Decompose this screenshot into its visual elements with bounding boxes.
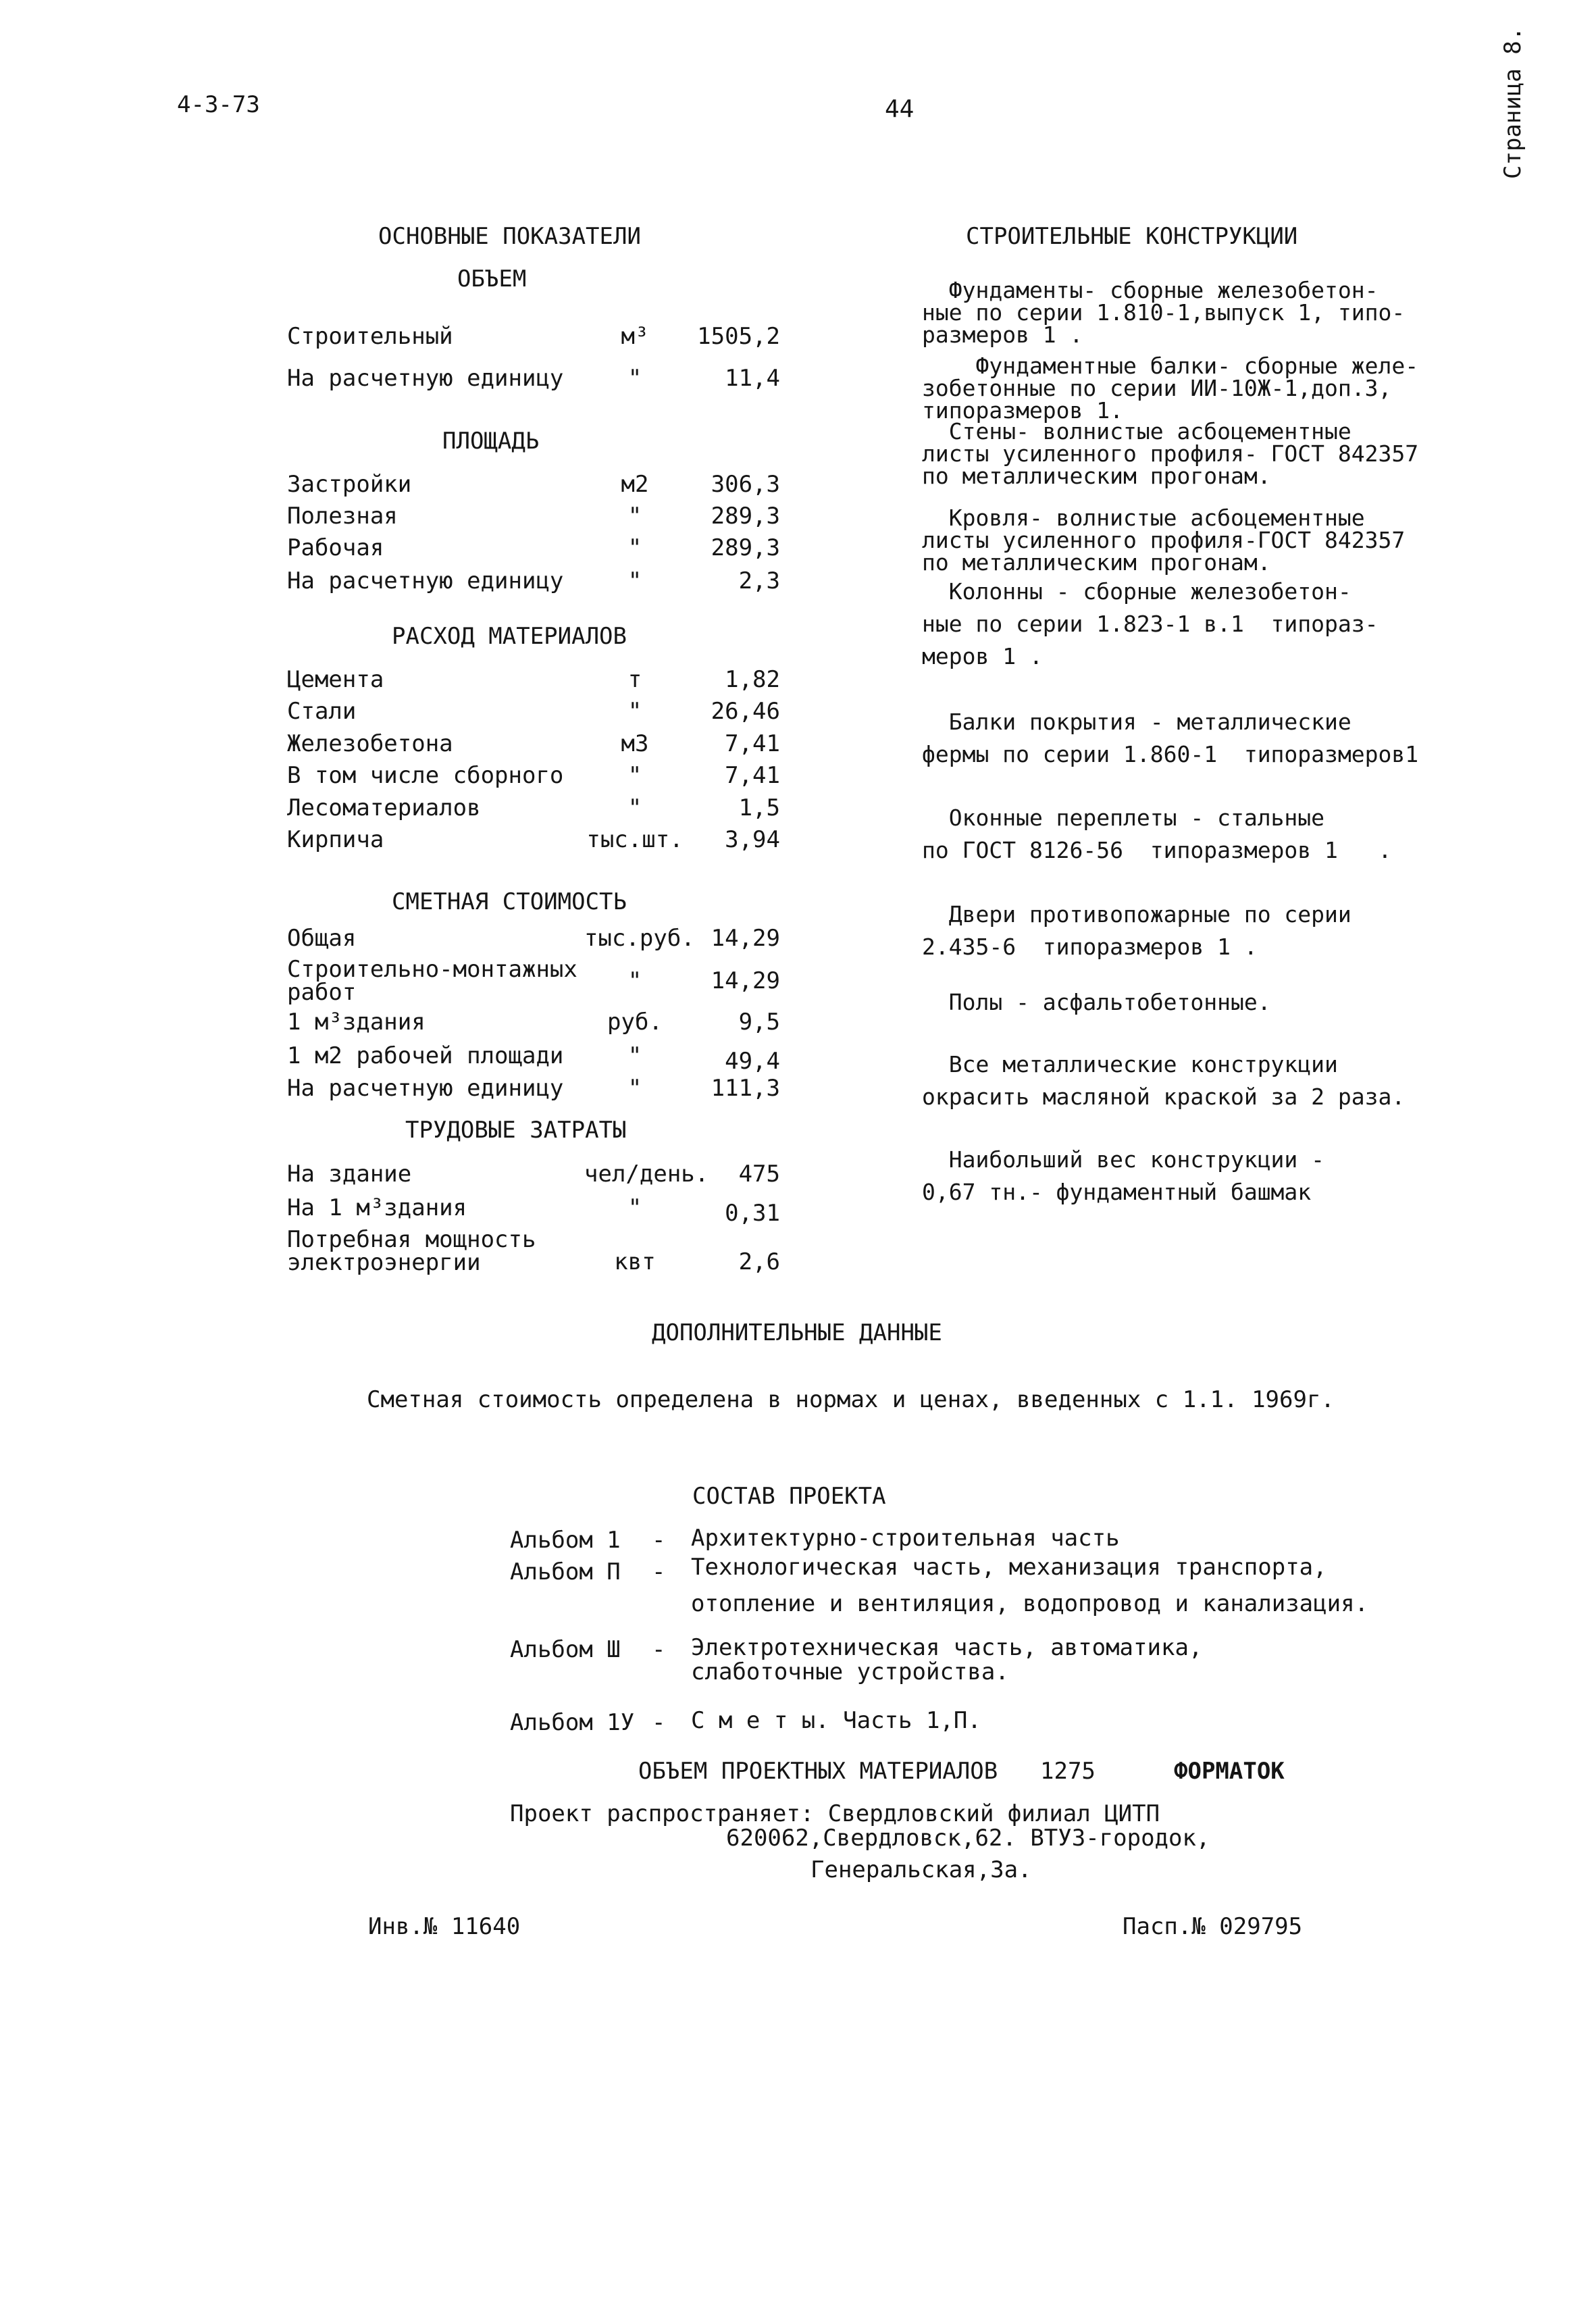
project-volume-value: 1275 — [1040, 1758, 1096, 1785]
indicator-label: Потребная мощность электроэнергии — [287, 1226, 536, 1276]
indicator-value: 475 — [738, 1161, 780, 1188]
indicator-row — [287, 958, 800, 1005]
columns-text: Колонны - сборные железобетон- ные по серии 1.823-1 в.1 типораз- меров 1 . — [922, 578, 1379, 669]
album-text: Архитектурно-строительная часть — [691, 1525, 1120, 1552]
roof-text: Кровля- волнистые асбоцементные листы усиленного профиля-ГОСТ 842357 по металлическим прогонам. — [922, 505, 1406, 576]
album-dash: - — [652, 1527, 666, 1554]
cost-title: СМЕТНАЯ СТОИМОСТЬ — [392, 888, 627, 915]
indicator-unit: " — [627, 698, 642, 725]
indicator-unit: " — [627, 967, 642, 994]
indicator-label: Рабочая — [287, 534, 384, 561]
indicator-unit: т — [627, 666, 642, 693]
indicator-label: На 1 м³здания — [287, 1194, 467, 1221]
indicator-unit: " — [627, 503, 642, 530]
indicator-value: 0,31 — [725, 1200, 780, 1227]
indicator-unit: " — [627, 365, 642, 392]
indicator-value: 306,3 — [711, 471, 780, 498]
indicator-unit: м³ — [621, 323, 649, 350]
indicator-label: Цемента — [287, 666, 384, 693]
indicator-value: 1505,2 — [697, 323, 780, 350]
album-label: Альбом 1У — [510, 1709, 635, 1736]
indicator-unit: " — [627, 567, 642, 594]
indicator-unit: " — [627, 534, 642, 561]
indicator-label: На расчетную единицу — [287, 567, 564, 594]
indicator-unit: тыс.шт. — [586, 826, 684, 853]
foundation-beams-text: Фундаментные балки- сборные желе- зобетонные по серии ИИ-10Ж-1,доп.3, типоразмеров 1. — [922, 353, 1419, 424]
album-text: Электротехническая часть, автоматика, слаботочные устройства. — [691, 1634, 1203, 1685]
indicator-row — [287, 323, 800, 353]
project-volume-label: ОБЪЕМ ПРОЕКТНЫХ МАТЕРИАЛОВ — [638, 1758, 998, 1785]
roof-beams-text: Балки покрытия - металлические фермы по серии 1.860-1 типоразмеров1 — [922, 709, 1419, 767]
indicator-unit: квт — [614, 1248, 656, 1275]
indicator-label: Строительный — [287, 323, 453, 350]
indicator-value: 14,29 — [711, 967, 780, 994]
constructions-title: СТРОИТЕЛЬНЫЕ КОНСТРУКЦИИ — [966, 223, 1298, 250]
indicator-label: Застройки — [287, 471, 412, 498]
indicator-value: 7,41 — [725, 730, 780, 757]
indicator-row — [287, 666, 800, 696]
indicator-row — [287, 534, 800, 564]
indicator-label: 1 м³здания — [287, 1009, 426, 1036]
distributor-line-1: Проект распространяет: Свердловский филиал ЦИТП — [510, 1800, 1160, 1827]
project-title: СОСТАВ ПРОЕКТА — [692, 1483, 886, 1510]
painting-text: Все металлические конструкции окрасить масляной краской за 2 раза. — [922, 1051, 1406, 1110]
main-indicators-title: ОСНОВНЫЕ ПОКАЗАТЕЛИ — [378, 223, 641, 250]
album-label: Альбом Ш — [510, 1636, 621, 1663]
max-weight-text: Наибольший вес конструкции - 0,67 тн.- фундаментный башмак — [922, 1146, 1325, 1205]
indicator-value: 289,3 — [711, 534, 780, 561]
additional-text: Сметная стоимость определена в нормах и ценах, введенных с 1.1. 1969г. — [367, 1386, 1335, 1413]
indicator-row — [287, 762, 800, 792]
album-dash: - — [652, 1636, 666, 1663]
indicator-label: Кирпича — [287, 826, 384, 853]
album-text: Технологическая часть, механизация транспорта, отопление и вентиляция, водопровод и канализация. — [691, 1554, 1369, 1618]
album-label: Альбом П — [510, 1558, 621, 1585]
indicator-row — [287, 471, 800, 501]
indicator-value: 7,41 — [725, 762, 780, 789]
doors-text: Двери противопожарные по серии 2.435-6 типоразмеров 1 . — [922, 901, 1352, 960]
document-code: 4-3-73 — [177, 91, 260, 118]
indicator-row — [287, 1194, 800, 1227]
labor-title: ТРУДОВЫЕ ЗАТРАТЫ — [405, 1117, 627, 1144]
indicator-label: На здание — [287, 1161, 412, 1188]
project-volume-unit: ФОРМАТОК — [1174, 1758, 1285, 1785]
indicator-value: 14,29 — [711, 925, 780, 952]
indicator-row — [287, 1161, 800, 1190]
indicator-row — [287, 1075, 800, 1104]
indicator-label: 1 м2 рабочей площади — [287, 1042, 564, 1069]
indicator-value: 49,4 — [725, 1048, 780, 1075]
indicator-unit: " — [627, 794, 642, 821]
indicator-row — [287, 925, 800, 955]
indicator-unit: тыс.руб. — [584, 925, 695, 952]
foundations-text: Фундаменты- сборные железобетон- ные по серии 1.810-1,выпуск 1, типо- размеров 1 . — [922, 277, 1406, 348]
indicator-value: 111,3 — [711, 1075, 780, 1102]
volume-title: ОБЪЕМ — [457, 265, 527, 293]
indicator-row — [287, 698, 800, 728]
indicator-row — [287, 503, 800, 532]
indicator-value: 2,3 — [738, 567, 780, 594]
area-title: ПЛОЩАДЬ — [442, 428, 540, 455]
walls-text: Стены- волнистые асбоцементные листы усиленного профиля- ГОСТ 842357 по металлическим прогонам. — [922, 418, 1419, 489]
indicator-value: 1,82 — [725, 666, 780, 693]
indicator-label: Лесоматериалов — [287, 794, 481, 821]
indicator-label: Железобетона — [287, 730, 453, 757]
floors-text: Полы - асфальтобетонные. — [922, 989, 1271, 1015]
indicator-label: На расчетную единицу — [287, 1075, 564, 1102]
inventory-number: Инв.№ 11640 — [368, 1913, 521, 1940]
indicator-value: 11,4 — [725, 365, 780, 392]
indicator-label: Общая — [287, 925, 357, 952]
materials-title: РАСХОД МАТЕРИАЛОВ — [392, 623, 627, 650]
indicator-value: 289,3 — [711, 503, 780, 530]
indicator-label: На расчетную единицу — [287, 365, 564, 392]
indicator-label: Строительно-монтажных работ — [287, 956, 577, 1006]
indicator-unit: м2 — [621, 471, 649, 498]
indicator-unit: м3 — [621, 730, 649, 757]
page-number: 44 — [885, 95, 915, 123]
additional-title: ДОПОЛНИТЕЛЬНЫЕ ДАННЫЕ — [652, 1319, 942, 1346]
indicator-row — [287, 567, 800, 597]
windows-text: Оконные переплеты - стальные по ГОСТ 8126-56 типоразмеров 1 . — [922, 805, 1392, 863]
indicator-value: 26,46 — [711, 698, 780, 725]
indicator-value: 9,5 — [738, 1009, 780, 1036]
indicator-row — [287, 1228, 800, 1275]
album-label: Альбом 1 — [510, 1527, 621, 1554]
indicator-row — [287, 730, 800, 760]
indicator-row — [287, 794, 800, 824]
passport-number: Пасп.№ 029795 — [1123, 1913, 1303, 1940]
indicator-row — [287, 1009, 800, 1038]
indicator-value: 2,6 — [738, 1248, 780, 1275]
album-dash: - — [652, 1709, 666, 1736]
indicator-value: 1,5 — [738, 794, 780, 821]
indicator-label: Полезная — [287, 503, 398, 530]
indicator-label: Стали — [287, 698, 357, 725]
indicator-row — [287, 365, 800, 395]
indicator-row — [287, 1042, 800, 1075]
album-text: С м е т ы. Часть 1,П. — [691, 1707, 981, 1734]
indicator-unit: " — [627, 1194, 642, 1221]
indicator-value: 3,94 — [725, 826, 780, 853]
indicator-unit: " — [627, 1042, 642, 1069]
indicator-unit: чел/день. — [584, 1161, 709, 1188]
side-page-label: Страница 8. — [1499, 26, 1526, 179]
indicator-unit: " — [627, 762, 642, 789]
indicator-unit: " — [627, 1075, 642, 1102]
distributor-line-2: 620062,Свердловск,62. ВТУЗ-городок, — [726, 1825, 1210, 1852]
distributor-line-3: Генеральская,3а. — [810, 1856, 1032, 1883]
indicator-unit: руб. — [607, 1009, 663, 1036]
indicator-label: В том числе сборного — [287, 762, 564, 789]
album-dash: - — [652, 1558, 666, 1585]
indicator-row — [287, 826, 800, 856]
